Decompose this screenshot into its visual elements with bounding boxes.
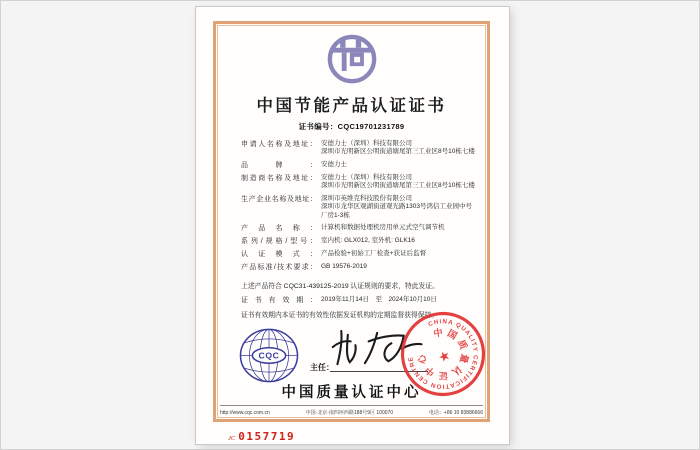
field-label: 制造商名称及地址： <box>241 174 317 182</box>
field-value: 室内机: GLX012, 室外机: GLK16 <box>321 237 415 245</box>
energy-saving-logo-icon <box>325 31 379 85</box>
field-value: 安德力士 <box>321 160 347 168</box>
field-label: 生产企业名称及地址： <box>241 195 317 203</box>
certificate-title: 中国节能产品认证证书 <box>256 97 447 115</box>
field-value: 产品检验+初始工厂检查+获证后监督 <box>321 250 427 258</box>
serial-digits: 0157719 <box>238 430 296 443</box>
cqc-globe-logo-icon <box>238 327 300 384</box>
field-row-validity <box>241 296 475 305</box>
footer-address: 中国·北京·南四环西路188号9区 100070 <box>305 410 394 416</box>
validity-dates: 2019年11月14日 至 2024年10月10日 <box>321 295 437 303</box>
certificate-footer <box>220 405 483 416</box>
certificate-number-label: 证书编号： <box>298 122 338 131</box>
seal-text-chinese: 中国质量认证中心 <box>415 326 471 381</box>
validity-section <box>241 296 475 305</box>
field-row-factory <box>241 195 475 220</box>
certificate-number-line <box>216 121 487 132</box>
field-row-product-name <box>241 224 475 233</box>
issuer-org-name: 中国质量认证中心 <box>281 385 422 401</box>
seal-star-icon: ★ <box>435 346 453 366</box>
footer-phone: 电话：+86 10 83886666 <box>428 410 483 416</box>
field-label: 品牌： <box>241 161 317 169</box>
certificate-border-frame <box>213 21 490 422</box>
field-label: 申请人名称及地址： <box>241 141 317 148</box>
footer-url: http://www.cqc.com.cn <box>220 410 270 416</box>
field-row-manufacturer <box>241 174 475 191</box>
seal-text-english: CHINA QUALITY CERTIFICATION CENTRE <box>407 318 479 390</box>
field-label: 产品标准/技术要求： <box>241 264 317 272</box>
field-row-standard <box>241 263 475 272</box>
certificate-fields <box>241 140 475 273</box>
field-value: 深圳市英维克科技股份有限公司 深圳市龙华区观湖街道观光路1303号鸿信工业园中号厂房1-3栋 <box>321 194 472 219</box>
field-value: GB 19576-2019 <box>321 263 367 271</box>
field-value: 计算机和数据处理机房用单元式空气调节机 <box>321 224 445 232</box>
conformity-statement: 上述产品符合 CQC31-439125-2019 认证规则的要求，特此发证。 <box>241 282 439 290</box>
field-label: 证书有效期： <box>241 296 317 304</box>
certificate-page <box>196 7 509 444</box>
certificate-header <box>216 24 487 132</box>
field-value: 安德力士（深圳）科技有限公司 深圳市光明新区公明街道塘尾第三工业区8号10栋七楼 <box>321 140 475 156</box>
field-label: 产品名称： <box>241 225 317 233</box>
field-row-applicant <box>241 140 475 157</box>
field-row-cert-mode <box>241 250 475 259</box>
field-row-brand <box>241 161 475 170</box>
serial-prefix: JC <box>228 435 236 442</box>
field-label: 系列/规格/型号： <box>241 238 317 246</box>
cqc-logo-text: CQC <box>258 350 280 361</box>
certificate-number-value: CQC19701231789 <box>337 122 405 131</box>
field-value: 安德力士（深圳）科技有限公司 深圳市光明新区公明街道塘尾第三工业区8号10栋七楼 <box>321 173 475 190</box>
validity-note: 证书有效期内本证书的有效性依据发证机构的定期监督获得保持。 <box>241 311 439 319</box>
field-row-model <box>241 237 475 246</box>
field-label: 认证模式： <box>241 251 317 259</box>
certificate-serial-number <box>228 427 295 445</box>
director-label: 主任： <box>310 363 334 372</box>
